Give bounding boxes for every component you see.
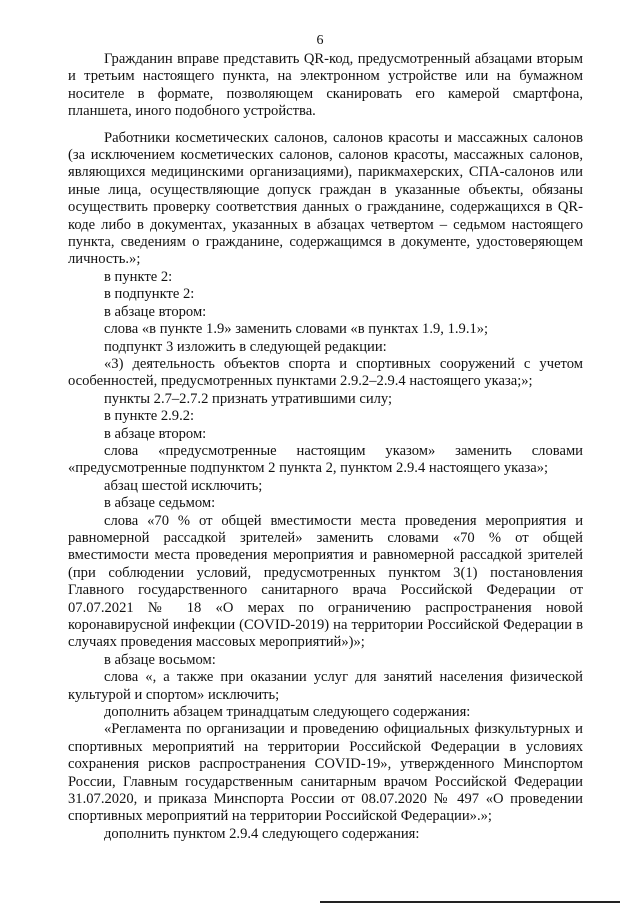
document-body xyxy=(68,51,583,843)
bottom-edge-rule xyxy=(320,901,620,903)
paragraph: «3) деятельность объектов спорта и спортивных сооружений с учетом особенностей, предусмотренных пунктами 2.9.2–2.9.4 настоящего указа;»; xyxy=(68,355,583,390)
paragraph: в абзаце втором: xyxy=(104,425,207,442)
paragraph: дополнить абзацем тринадцатым следующего содержания: xyxy=(104,704,471,721)
paragraph: в абзаце седьмом: xyxy=(104,495,216,512)
paragraph: слова «70 % от общей вместимости места проведения мероприятия и равномерной рассадкой зрителей» заменить словами «70 % от общей вместимости места проведения мероприятия и равномерной рассадкой зрителей (при соблюдении условий, предусмотренных пунктом 3(1) постановления Главного государственного санитарного врача Российской Федерации от 07.07.2021 № 18 «О мерах по ограничению распространения новой коронавирусной инфекции (COVID-2019) на территории Российской Федерации в случаях проведения массовых мероприятий»)»; xyxy=(68,512,583,651)
paragraph: в пункте 2.9.2: xyxy=(104,408,195,425)
paragraph: слова «в пункте 1.9» заменить словами «в пунктах 1.9, 1.9.1»; xyxy=(104,321,489,338)
paragraph: в абзаце восьмом: xyxy=(104,651,216,668)
paragraph: Гражданин вправе представить QR-код, предусмотренный абзацами вторым и третьим настоящего пункта, на электронном устройстве или на бумажном носителе в формате, позволяющем сканировать его камерой смартфона, планшета, иного подобного устройства. xyxy=(68,51,583,120)
paragraph: в подпункте 2: xyxy=(104,286,195,303)
paragraph: слова «предусмотренные настоящим указом» заменить словами «предусмотренные подпунктом 2 пункта 2, пунктом 2.9.4 настоящего указа»; xyxy=(68,442,583,477)
paragraph: дополнить пунктом 2.9.4 следующего содержания: xyxy=(104,825,420,842)
page-number: 6 xyxy=(316,33,324,48)
paragraph: в пункте 2: xyxy=(104,268,173,285)
paragraph: абзац шестой исключить; xyxy=(104,477,263,494)
paragraph: подпункт 3 изложить в следующей редакции: xyxy=(104,338,387,355)
paragraph: «Регламента по организации и проведению официальных физкультурных и спортивных мероприятий на территории Российской Федерации в условиях сохранения рисков распространения COVID-19», утвержденного Минспортом России, Главным государственным санитарным врачом Российской Федерации 31.07.2020, и приказа Минспорта России от 08.07.2020 № 497 «О проведении спортивных мероприятий на территории Российской Федерации».»; xyxy=(68,721,583,825)
paragraph: слова «, а также при оказании услуг для занятий населения физической культурой и спортом» исключить; xyxy=(68,669,583,703)
paragraph: пункты 2.7–2.7.2 признать утратившими силу; xyxy=(104,390,393,407)
paragraph: в абзаце втором: xyxy=(104,303,207,320)
paragraph: Работники косметических салонов, салонов красоты и массажных салонов (за исключением косметических салонов, салонов красоты, массажных салонов, являющихся медицинскими организациями), парикмахерских, СПА-салонов или иные лица, осуществляющие допуск граждан в указанные объекты, обязаны осуществить проверку соответствия данных о гражданине, содержащихся в QR-коде либо в документах, указанных в абзацах четвертом – седьмом настоящего пункта, сведениям о гражданине, содержащимся в документе, удостоверяющем личность.»; xyxy=(68,129,583,268)
